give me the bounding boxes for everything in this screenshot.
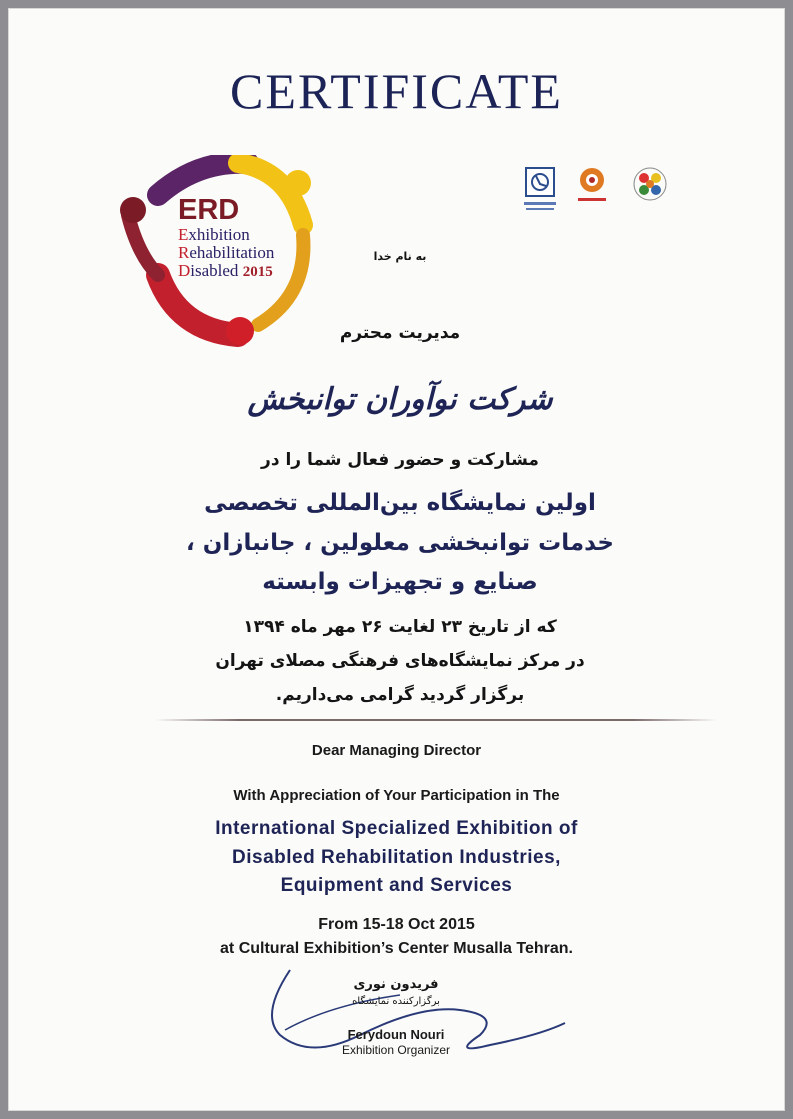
persian-signer-name: فریدون نوری <box>353 977 439 992</box>
english-venue: at Cultural Exhibition’s Center Musalla Tehran. <box>220 940 573 957</box>
persian-dates: که از تاریخ ۲۳ لغایت ۲۶ مهر ماه ۱۳۹۴ <box>243 617 557 637</box>
english-signer-name: Ferydoun Nouri <box>347 1027 445 1042</box>
persian-signer-title: برگزارکننده نمایشگاه <box>352 996 440 1007</box>
persian-closing: برگزار گردید گرامی می‌داریم. <box>275 685 525 705</box>
english-signer-title: Exhibition Organizer <box>341 1043 451 1057</box>
certificate-title: CERTIFICATE <box>230 63 563 119</box>
english-event-line-2: Disabled Rehabilitation Industries, <box>232 847 561 868</box>
section-divider <box>155 719 717 721</box>
erd-line-disabled: Disabled 2015 <box>178 261 273 280</box>
english-event-line-1: International Specialized Exhibition of <box>215 818 578 839</box>
english-event-line-3: Equipment and Services <box>280 875 513 896</box>
disability-organization-emblem <box>524 168 556 210</box>
persian-event-line-1: اولین نمایشگاه بین‌المللی تخصصی <box>204 490 596 516</box>
erd-logo-text <box>178 196 274 280</box>
persian-salutation: مدیریت محترم <box>339 323 461 343</box>
erd-line-rehabilitation: Rehabilitation <box>178 243 275 262</box>
persian-venue: در مرکز نمایشگاه‌های فرهنگی مصلای تهران <box>215 651 585 671</box>
company-name: شرکت نوآوران توانبخش <box>247 382 553 417</box>
persian-event-line-3: صنایع و تجهیزات وابسته <box>262 569 538 595</box>
erd-year: 2015 <box>242 264 273 280</box>
persian-event-line-2: خدمات توانبخشی معلولین ، جانبازان ، <box>186 530 614 556</box>
persian-intro: مشارکت و حضور فعال شما را در <box>261 450 539 470</box>
invocation: به نام خدا <box>373 250 427 263</box>
support-organization-emblem <box>634 168 666 200</box>
welfare-organization-emblem <box>578 168 606 201</box>
organization-logos <box>520 162 680 222</box>
english-salutation: Dear Managing Director <box>311 742 482 759</box>
english-appreciation: With Appreciation of Your Participation in The <box>233 787 560 804</box>
erd-abbreviation: ERD <box>178 194 240 226</box>
english-dates: From 15-18 Oct 2015 <box>318 916 475 933</box>
erd-line-exhibition: Exhibition <box>178 225 250 244</box>
